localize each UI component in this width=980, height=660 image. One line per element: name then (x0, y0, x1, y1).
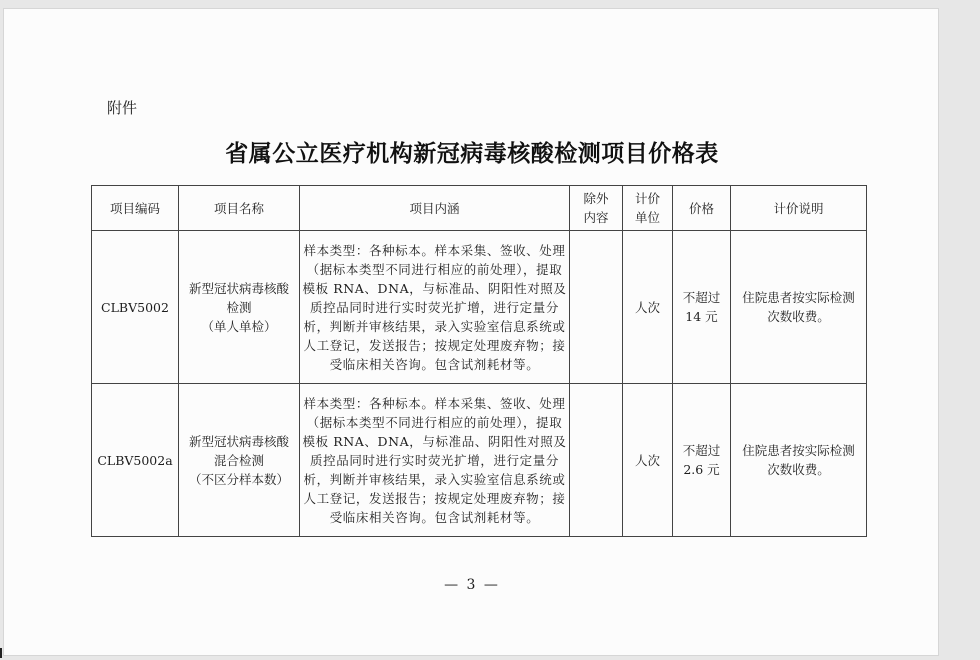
content-line: 质控品同时进行实时荧光扩增，进行定量分 (310, 299, 559, 315)
header-price: 价格 (673, 186, 731, 231)
item-name-line: 检测 (226, 299, 252, 315)
content-line: 析，判断并审核结果，录入实验室信息系统或 (303, 471, 566, 487)
item-unit: 人次 (623, 231, 673, 384)
scan-edge-mark (0, 648, 2, 658)
price-line: 2.6 元 (683, 462, 720, 477)
header-content: 项目内涵 (300, 186, 570, 231)
item-name-line: 新型冠状病毒核酸 (188, 433, 289, 449)
item-name-line: 新型冠状病毒核酸 (188, 280, 289, 296)
note-line: 次数收费。 (767, 462, 830, 477)
item-name-line: （不区分样本数） (188, 471, 289, 487)
item-price (673, 231, 731, 384)
header-unit-line: 单位 (634, 210, 660, 225)
table-row (92, 384, 867, 537)
item-code: CLBV5002a (92, 384, 179, 537)
table-header-row (92, 186, 867, 231)
header-excluded-line: 除外 (583, 191, 609, 206)
header-unit-line: 计价 (634, 191, 660, 206)
item-code: CLBV5002 (92, 231, 179, 384)
item-name-line: 混合检测 (213, 452, 264, 468)
price-line: 不超过 (682, 290, 721, 305)
header-excluded (570, 186, 623, 231)
content-line: 析，判断并审核结果，录入实验室信息系统或 (303, 318, 566, 334)
attachment-label: 附件 (107, 99, 138, 117)
content-line: 样本类型：各种标本。样本采集、签收、处理 (303, 242, 566, 258)
table-row (92, 231, 867, 384)
item-name-line: （单人单检） (201, 318, 277, 334)
content-line: 人工登记，发送报告；按规定处理废弃物；接 (303, 490, 566, 506)
item-name (179, 384, 300, 537)
header-excluded-line: 内容 (583, 210, 609, 225)
item-excluded (570, 384, 623, 537)
item-price (673, 384, 731, 537)
content-line: （据标本类型不同进行相应的前处理），提取 (306, 414, 563, 430)
item-content (300, 231, 570, 384)
content-line: 受临床相关咨询。包含试剂耗材等。 (329, 356, 540, 372)
header-note: 计价说明 (731, 186, 867, 231)
item-note (731, 231, 867, 384)
header-unit (623, 186, 673, 231)
header-name: 项目名称 (179, 186, 300, 231)
price-line: 不超过 (682, 443, 721, 458)
header-code: 项目编码 (92, 186, 179, 231)
item-name (179, 231, 300, 384)
price-line: 14 元 (685, 309, 718, 324)
item-content (300, 384, 570, 537)
content-line: （据标本类型不同进行相应的前处理），提取 (306, 261, 563, 277)
note-line: 住院患者按实际检测 (742, 443, 855, 458)
item-unit: 人次 (623, 384, 673, 537)
note-line: 住院患者按实际检测 (742, 290, 855, 305)
item-note (731, 384, 867, 537)
note-line: 次数收费。 (767, 309, 830, 324)
page-number: — 3 — (444, 577, 500, 593)
item-excluded (570, 231, 623, 384)
document-page (3, 8, 939, 656)
content-line: 受临床相关咨询。包含试剂耗材等。 (329, 509, 540, 525)
document-title: 省属公立医疗机构新冠病毒核酸检测项目价格表 (225, 140, 719, 167)
content-line: 样本类型：各种标本。样本采集、签收、处理 (303, 395, 566, 411)
price-table (91, 185, 867, 537)
content-line: 人工登记，发送报告；按规定处理废弃物；接 (303, 337, 566, 353)
content-line: 质控品同时进行实时荧光扩增，进行定量分 (310, 452, 559, 468)
content-line: 模板 RNA、DNA，与标准品、阴阳性对照及 (302, 433, 567, 449)
content-line: 模板 RNA、DNA，与标准品、阴阳性对照及 (302, 280, 567, 296)
